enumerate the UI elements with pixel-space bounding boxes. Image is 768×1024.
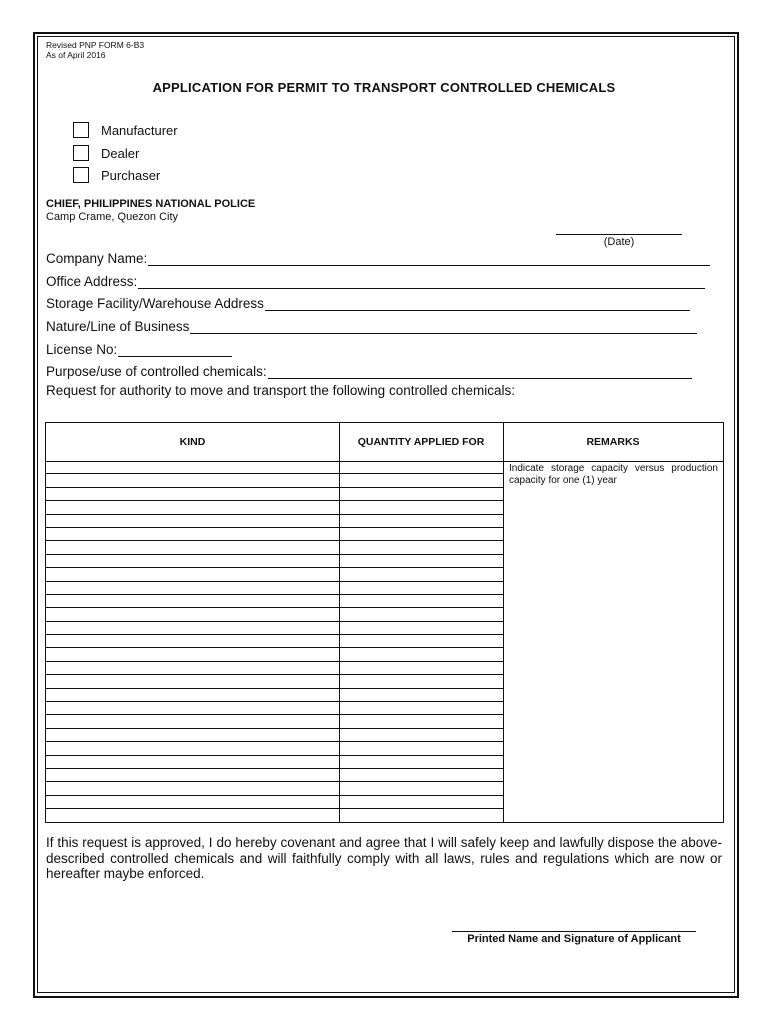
table-row[interactable] xyxy=(46,796,503,809)
purpose-label: Purpose/use of controlled chemicals: xyxy=(46,364,267,379)
purpose-field[interactable] xyxy=(268,366,692,379)
date-field[interactable] xyxy=(556,234,682,235)
checkbox[interactable] xyxy=(73,145,89,161)
applicant-type-purchaser[interactable] xyxy=(73,166,160,184)
table-row[interactable] xyxy=(46,635,503,648)
addressee xyxy=(46,198,255,223)
license-no-label: License No: xyxy=(46,342,118,357)
storage-address-label: Storage Facility/Warehouse Address xyxy=(46,296,264,311)
company-name-field[interactable] xyxy=(148,253,710,266)
column-divider xyxy=(503,423,504,822)
table-row[interactable] xyxy=(46,515,503,528)
table-rows xyxy=(46,461,503,823)
chemicals-table xyxy=(45,422,724,823)
table-row[interactable] xyxy=(46,809,503,822)
table-header xyxy=(46,423,723,462)
applicant-type-dealer[interactable] xyxy=(73,144,139,162)
table-row[interactable] xyxy=(46,769,503,782)
purpose-row xyxy=(46,361,692,379)
revision-date: As of April 2016 xyxy=(46,50,106,60)
covenant-text: If this request is approved, I do hereby covenant and agree that I will safely keep and lawfully dispose the above-described controlled chemicals and will faithfully comply with all laws, rules and regulations which are now or hereafter maybe enforced. xyxy=(46,835,722,881)
table-row[interactable] xyxy=(46,501,503,514)
date-label: (Date) xyxy=(603,236,635,248)
form-number: Revised PNP FORM 6-B3 xyxy=(46,40,145,50)
office-address-label: Office Address: xyxy=(46,274,138,289)
table-row[interactable] xyxy=(46,782,503,795)
table-row[interactable] xyxy=(46,541,503,554)
header-remarks: REMARKS xyxy=(586,436,640,448)
header-quantity: QUANTITY APPLIED FOR xyxy=(357,436,485,448)
table-row[interactable] xyxy=(46,715,503,728)
table-row[interactable] xyxy=(46,461,503,474)
checkbox[interactable] xyxy=(73,167,89,183)
storage-address-field[interactable] xyxy=(265,298,690,311)
license-no-field[interactable] xyxy=(118,344,232,357)
company-name-label: Company Name: xyxy=(46,251,148,266)
table-row[interactable] xyxy=(46,675,503,688)
license-no-row xyxy=(46,339,232,357)
addressee-location: Camp Crame, Quezon City xyxy=(46,211,179,223)
table-row[interactable] xyxy=(46,582,503,595)
table-row[interactable] xyxy=(46,555,503,568)
checkbox-label: Dealer xyxy=(101,145,140,161)
form-title: APPLICATION FOR PERMIT TO TRANSPORT CONTROLLED CHEMICALS xyxy=(152,80,616,95)
header-kind: KIND xyxy=(179,436,206,448)
form-number-block xyxy=(46,40,144,60)
table-row[interactable] xyxy=(46,608,503,621)
remarks-note: Indicate storage capacity versus production capacity for one (1) year xyxy=(509,463,718,486)
applicant-type-manufacturer[interactable] xyxy=(73,121,178,139)
table-row[interactable] xyxy=(46,474,503,487)
request-text: Request for authority to move and transport the following controlled chemicals: xyxy=(46,383,515,398)
checkbox-label: Manufacturer xyxy=(101,122,178,138)
table-row[interactable] xyxy=(46,595,503,608)
checkbox-label: Purchaser xyxy=(101,167,161,183)
company-name-row xyxy=(46,248,710,266)
nature-of-business-row xyxy=(46,316,697,334)
signature-field[interactable] xyxy=(452,931,696,932)
table-row[interactable] xyxy=(46,648,503,661)
table-row[interactable] xyxy=(46,756,503,769)
table-row[interactable] xyxy=(46,622,503,635)
nature-of-business-label: Nature/Line of Business xyxy=(46,319,190,334)
nature-of-business-field[interactable] xyxy=(190,321,697,334)
table-row[interactable] xyxy=(46,488,503,501)
table-row[interactable] xyxy=(46,689,503,702)
addressee-name: CHIEF, PHILIPPINES NATIONAL POLICE xyxy=(46,198,256,210)
office-address-field[interactable] xyxy=(138,276,705,289)
table-row[interactable] xyxy=(46,729,503,742)
table-row[interactable] xyxy=(46,742,503,755)
table-row[interactable] xyxy=(46,528,503,541)
office-address-row xyxy=(46,271,705,289)
checkbox[interactable] xyxy=(73,122,89,138)
table-row[interactable] xyxy=(46,702,503,715)
storage-address-row xyxy=(46,293,690,311)
signature-label: Printed Name and Signature of Applicant xyxy=(467,933,681,945)
table-row[interactable] xyxy=(46,662,503,675)
table-row[interactable] xyxy=(46,568,503,581)
